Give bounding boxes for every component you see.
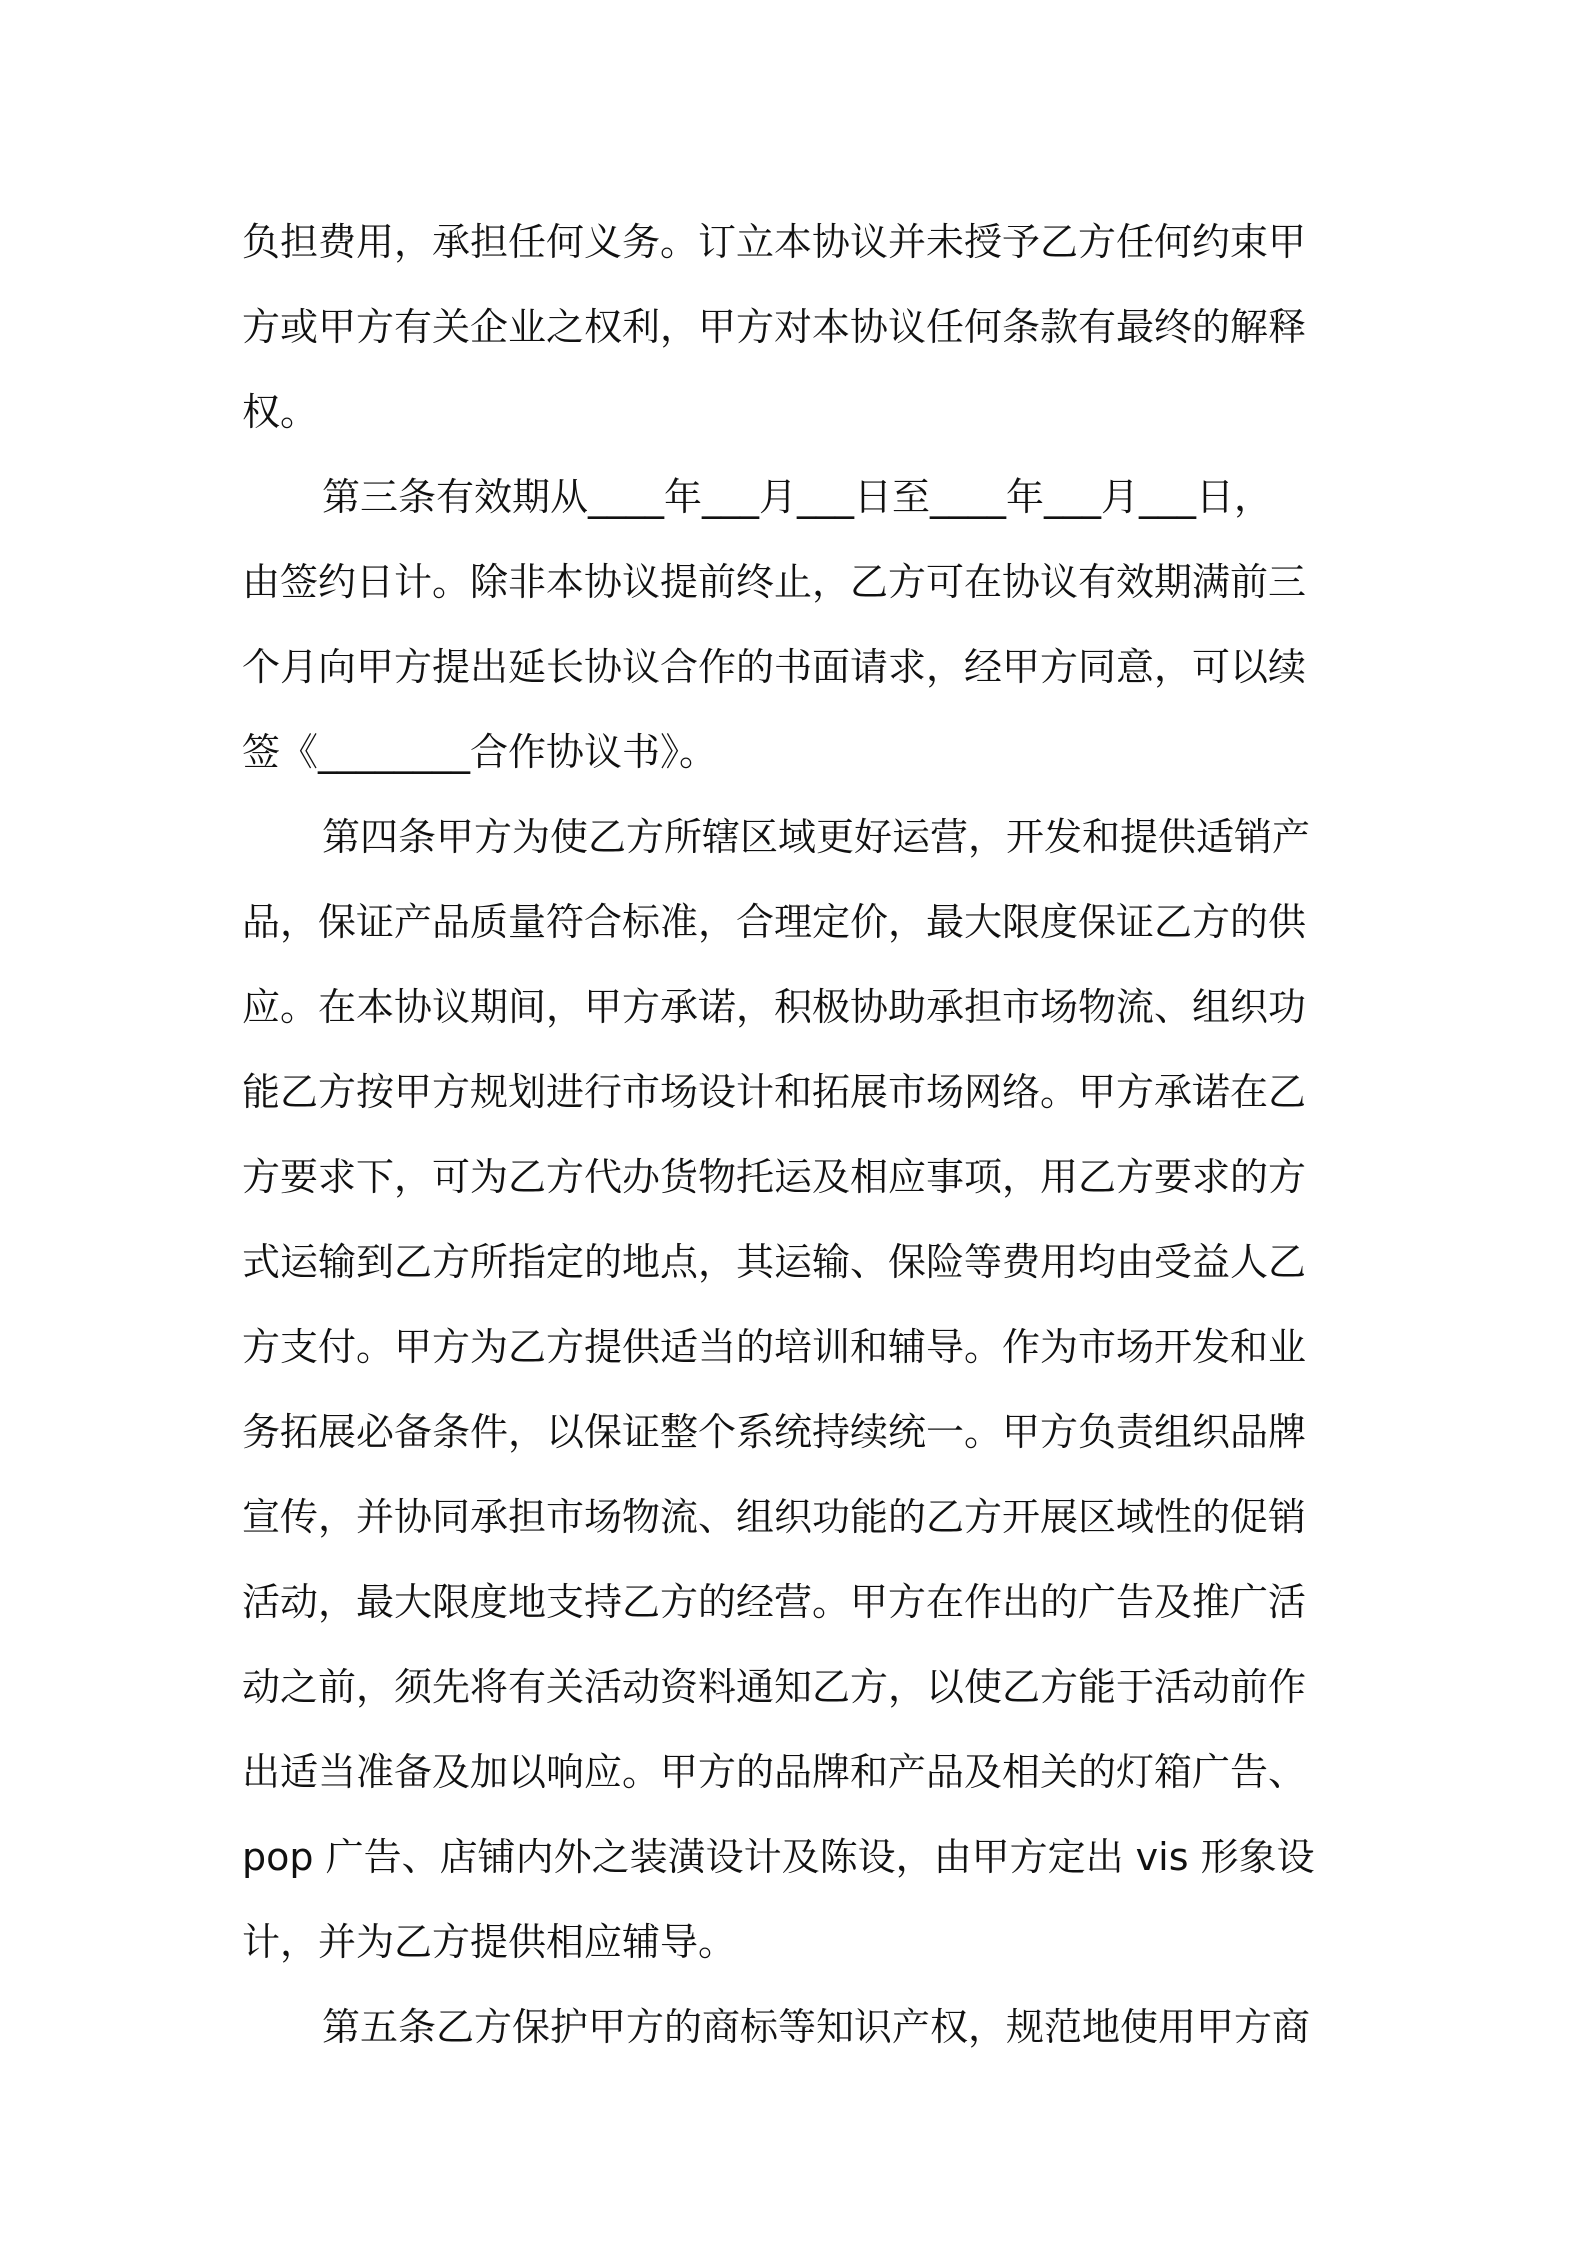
text-line: 方要求下，可为乙方代办货物托运及相应事项，用乙方要求的方 [242,1155,1307,1199]
text-line: 出适当准备及加以响应。甲方的品牌和产品及相关的灯箱广告、 [242,1750,1307,1794]
text-line: 负担费用，承担任何义务。订立本协议并未授予乙方任何约束甲 [242,220,1307,264]
text-line: 第三条有效期从____年___月___日至____年___月___日， [322,475,1273,519]
text-line: 方或甲方有关企业之权利，甲方对本协议任何条款有最终的解释 [242,305,1307,349]
text-line: 第四条甲方为使乙方所辖区域更好运营，开发和提供适销产 [322,815,1311,859]
text-line: 方支付。甲方为乙方提供适当的培训和辅导。作为市场开发和业 [242,1325,1307,1369]
paragraph-article-5 [242,1985,1352,2070]
text-line: 个月向甲方提出延长协议合作的书面请求，经甲方同意，可以续 [242,645,1307,689]
text-line: 签《________合作协议书》。 [242,730,718,774]
text-line: 动之前，须先将有关活动资料通知乙方，以使乙方能于活动前作 [242,1665,1307,1709]
text-line: 能乙方按甲方规划进行市场设计和拓展市场网络。甲方承诺在乙 [242,1070,1307,1114]
text-line: 由签约日计。除非本协议提前终止，乙方可在协议有效期满前三 [242,560,1307,604]
text-line: pop 广告、店铺内外之装潢设计及陈设，由甲方定出 vis 形象设 [242,1835,1315,1879]
paragraph-article-4 [242,795,1352,1985]
document-body [242,200,1352,2070]
text-line: 应。在本协议期间，甲方承诺，积极协助承担市场物流、组织功 [242,985,1307,1029]
text-line: 第五条乙方保护甲方的商标等知识产权，规范地使用甲方商 [322,2005,1311,2049]
text-line: 宣传，并协同承担市场物流、组织功能的乙方开展区域性的促销 [242,1495,1307,1539]
text-line: 品，保证产品质量符合标准，合理定价，最大限度保证乙方的供 [242,900,1307,944]
text-line: 权。 [242,390,319,434]
text-line: 式运输到乙方所指定的地点，其运输、保险等费用均由受益人乙 [242,1240,1307,1284]
paragraph-continuation [242,200,1352,455]
text-line: 计，并为乙方提供相应辅导。 [242,1920,737,1964]
text-line: 活动，最大限度地支持乙方的经营。甲方在作出的广告及推广活 [242,1580,1307,1624]
paragraph-article-3 [242,455,1352,795]
text-line: 务拓展必备条件，以保证整个系统持续统一。甲方负责组织品牌 [242,1410,1307,1454]
